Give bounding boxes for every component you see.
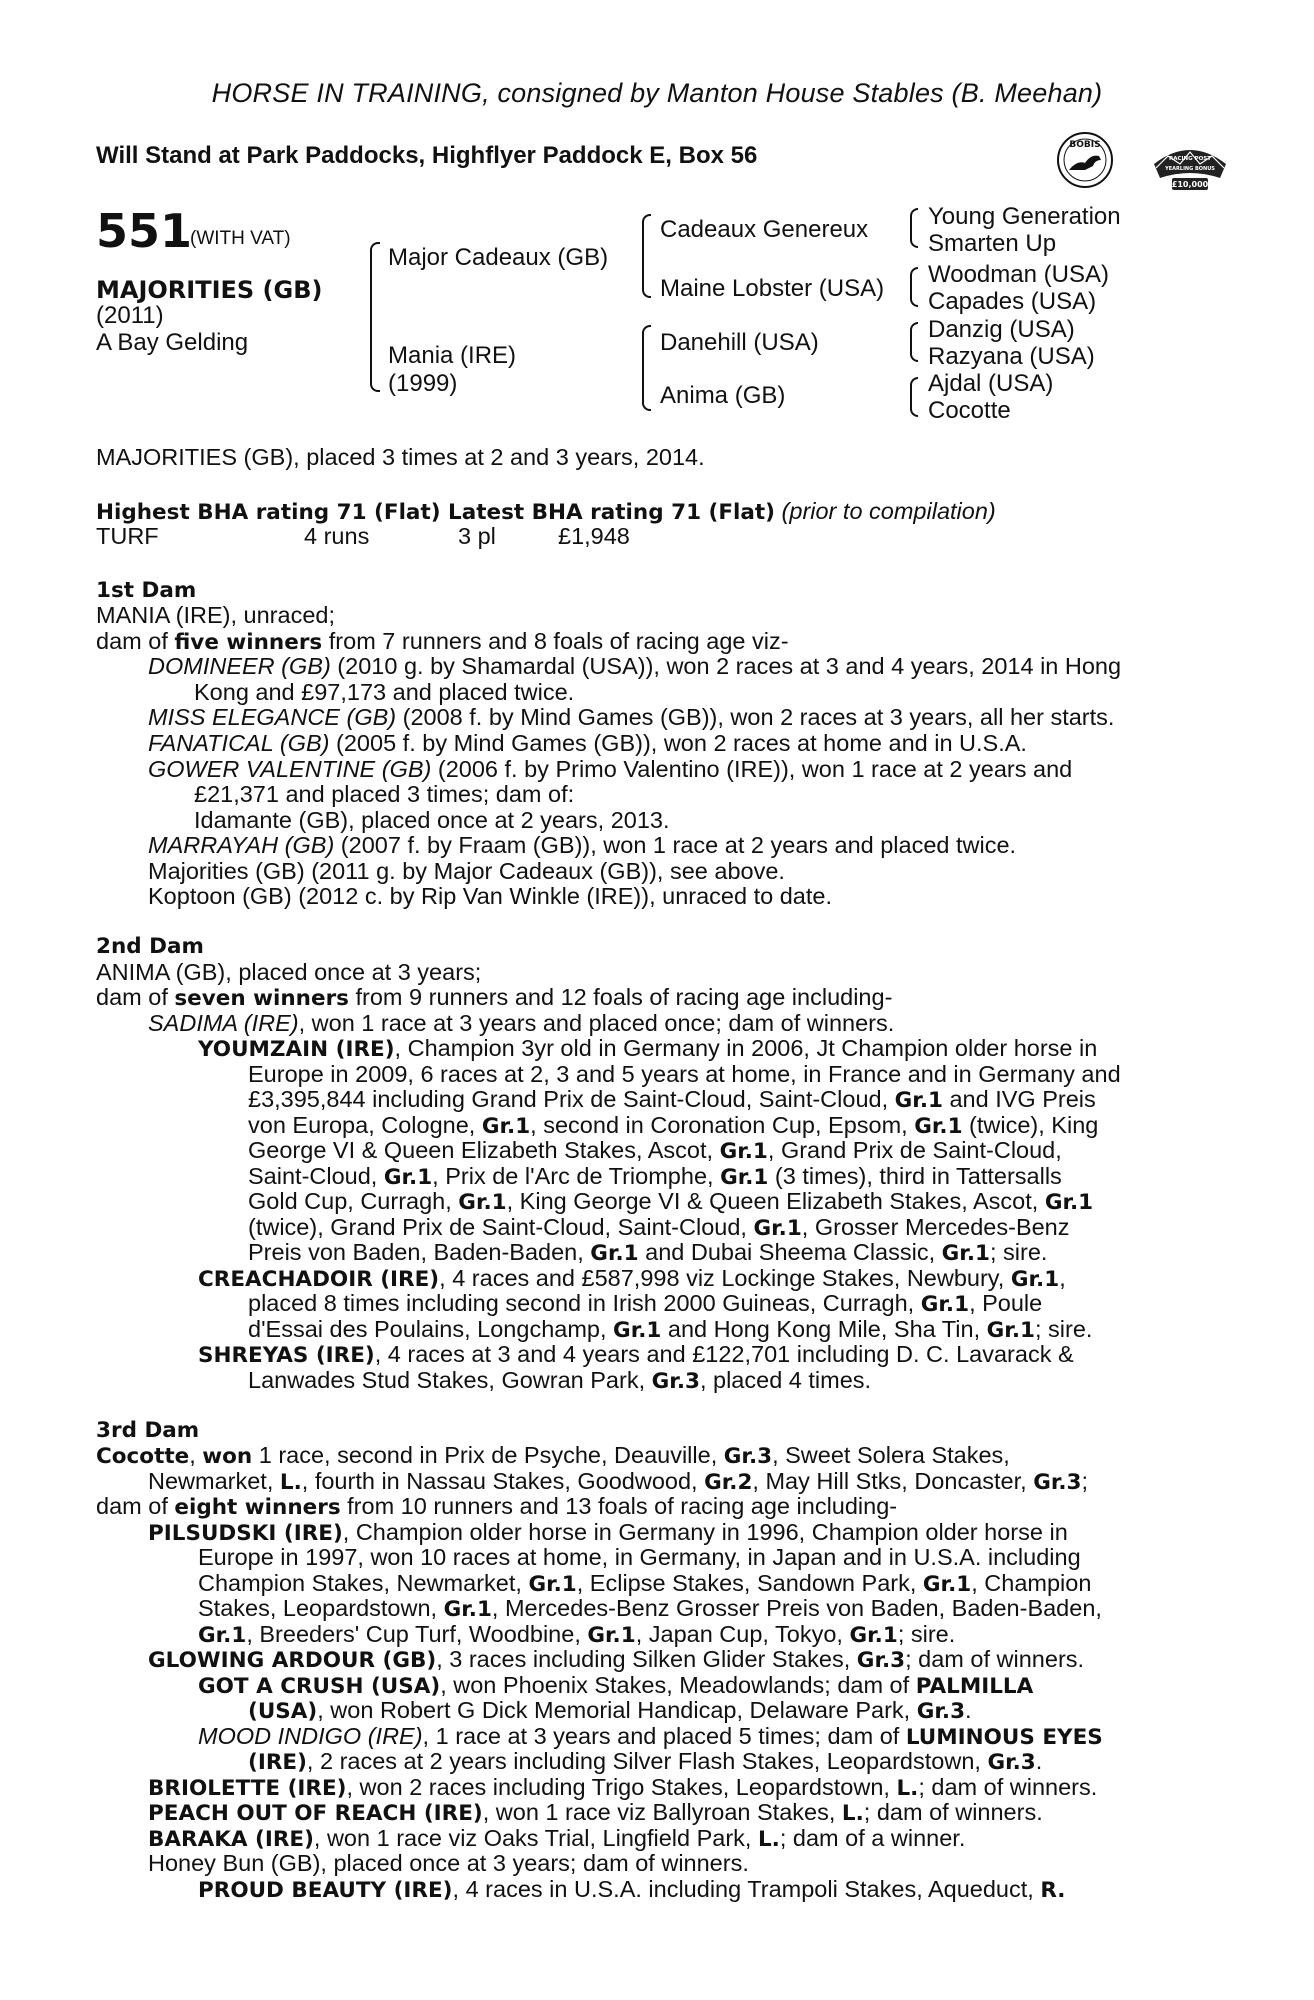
bobis-badge-label: BOBIS — [1069, 140, 1101, 150]
got-a-crush-line-2: (USA), won Robert G Dick Memorial Handicap, Delaware Park, Gr.3. — [248, 1697, 972, 1724]
pedigree-brace-dam — [642, 325, 651, 411]
badge-rp-mid: YEARLING BONUS — [1165, 166, 1215, 172]
progeny-sadima: SADIMA (IRE), won 1 race at 3 years and placed once; dam of winners. — [148, 1010, 895, 1036]
pedigree-sire: Major Cadeaux (GB) — [388, 244, 609, 271]
pedigree-dam-year: (1999) — [388, 370, 458, 397]
pilsudski-line-5: Gr.1, Breeders' Cup Turf, Woodbine, Gr.1, Japan Cup, Tokyo, Gr.1; sire. — [198, 1621, 956, 1648]
pilsudski-line-4: Stakes, Leopardstown, Gr.1, Mercedes-Benz Grosser Preis von Baden, Baden-Baden, — [198, 1595, 1102, 1622]
race-summary: MAJORITIES (GB), placed 3 times at 2 and 3 years, 2014. — [96, 444, 705, 470]
third-dam-name: Cocotte, won 1 race, second in Prix de Psyche, Deauville, Gr.3, Sweet Solera Stakes, — [96, 1442, 1010, 1469]
progeny-shreyas: SHREYAS (IRE), 4 races at 3 and 4 years and £122,701 including D. C. Lavarack & — [198, 1341, 1074, 1368]
third-dam-record: dam of eight winners from 10 runners and 13 foals of racing age including- — [96, 1493, 898, 1520]
progeny-domineer-cont: Kong and £97,173 and placed twice. — [194, 679, 575, 705]
progeny-gower-valentine: GOWER VALENTINE (GB) (2006 f. by Primo Valentino (IRE)), won 1 race at 2 years and — [148, 756, 1073, 782]
horse-description: A Bay Gelding — [96, 329, 249, 356]
youmzain-line-3: £3,395,844 including Grand Prix de Saint-Cloud, Saint-Cloud, Gr.1 and IVG Preis — [248, 1086, 1096, 1113]
pedigree-g7: Ajdal (USA) — [928, 370, 1054, 397]
pedigree-brace-g2 — [910, 267, 918, 307]
pilsudski-line-3: Champion Stakes, Newmarket, Gr.1, Eclipse Stakes, Sandown Park, Gr.1, Champion — [198, 1570, 1092, 1597]
second-dam-heading: 2nd Dam — [96, 934, 204, 959]
progeny-idamante: Idamante (GB), placed once at 2 years, 2013. — [194, 807, 670, 833]
shreyas-line-2: Lanwades Stud Stakes, Gowran Park, Gr.3, placed 4 times. — [248, 1367, 872, 1394]
youmzain-line-2: Europe in 2009, 6 races at 2, 3 and 5 years at home, in France and in Germany and — [248, 1061, 1121, 1087]
lot-number: 551 — [96, 204, 193, 258]
progeny-fanatical: FANATICAL (GB) (2005 f. by Mind Games (GB)), won 2 races at home and in U.S.A. — [148, 730, 1027, 756]
progeny-glowing-ardour: GLOWING ARDOUR (GB), 3 races including Silken Glider Stakes, Gr.3; dam of winners. — [148, 1646, 1085, 1673]
pedigree-g4: Capades (USA) — [928, 288, 1097, 315]
pedigree-dam-sire: Danehill (USA) — [660, 329, 819, 356]
turf-runs: 4 runs — [304, 523, 370, 549]
third-dam-line-2: Newmarket, L., fourth in Nassau Stakes, Goodwood, Gr.2, May Hill Stks, Doncaster, Gr.3; — [148, 1468, 1089, 1495]
second-dam-record: dam of seven winners from 9 runners and 12 foals of racing age including- — [96, 984, 893, 1011]
progeny-peach-out-of-reach: PEACH OUT OF REACH (IRE), won 1 race viz Ballyroan Stakes, L.; dam of winners. — [148, 1799, 1043, 1826]
pedigree-dam: Mania (IRE) — [388, 342, 517, 369]
horse-year: (2011) — [96, 302, 164, 329]
progeny-youmzain: YOUMZAIN (IRE), Champion 3yr old in Germany in 2006, Jt Champion older horse in — [198, 1035, 1098, 1062]
pedigree-brace-g3 — [910, 322, 918, 362]
badge-rp-amount: £10,000 — [1171, 180, 1209, 189]
pedigree-brace-g1 — [910, 208, 918, 248]
youmzain-line-6: Saint-Cloud, Gr.1, Prix de l'Arc de Triomphe, Gr.1 (3 times), third in Tattersalls — [248, 1163, 1062, 1190]
third-dam-heading: 3rd Dam — [96, 1418, 200, 1443]
second-dam-name: ANIMA (GB), placed once at 3 years; — [96, 959, 482, 985]
first-dam-name: MANIA (IRE), unraced; — [96, 602, 335, 628]
progeny-proud-beauty: PROUD BEAUTY (IRE), 4 races in U.S.A. including Trampoli Stakes, Aqueduct, R. — [198, 1876, 1066, 1903]
progeny-marrayah: MARRAYAH (GB) (2007 f. by Fraam (GB)), won 1 race at 2 years and placed twice. — [148, 832, 1017, 858]
progeny-gower-valentine-cont: £21,371 and placed 3 times; dam of: — [194, 781, 575, 807]
mood-indigo-line-2: (IRE), 2 races at 2 years including Silver Flash Stakes, Leopardstown, Gr.3. — [248, 1748, 1043, 1775]
youmzain-line-4: von Europa, Cologne, Gr.1, second in Coronation Cup, Epsom, Gr.1 (twice), King — [248, 1112, 1099, 1139]
progeny-honey-bun: Honey Bun (GB), placed once at 3 years; dam of winners. — [148, 1850, 749, 1876]
progeny-baraka: BARAKA (IRE), won 1 race viz Oaks Trial, Lingfield Park, L.; dam of a winner. — [148, 1825, 966, 1852]
progeny-pilsudski: PILSUDSKI (IRE), Champion older horse in Germany in 1996, Champion older horse in — [148, 1519, 1068, 1546]
racing-post-bonus-badge-icon — [1150, 138, 1230, 200]
pedigree-g2: Smarten Up — [928, 230, 1057, 257]
pedigree-dam-dam: Anima (GB) — [660, 382, 786, 409]
progeny-briolette: BRIOLETTE (IRE), won 2 races including Trigo Stakes, Leopardstown, L.; dam of winners. — [148, 1774, 1098, 1801]
youmzain-line-9: Preis von Baden, Baden-Baden, Gr.1 and Dubai Sheema Classic, Gr.1; sire. — [248, 1239, 1048, 1266]
progeny-got-a-crush: GOT A CRUSH (USA), won Phoenix Stakes, Meadowlands; dam of PALMILLA — [198, 1672, 1034, 1699]
pedigree-g6: Razyana (USA) — [928, 343, 1095, 370]
youmzain-line-8: (twice), Grand Prix de Saint-Cloud, Saint-Cloud, Gr.1, Grosser Mercedes-Benz — [248, 1214, 1070, 1241]
turf-placed: 3 pl — [458, 523, 496, 549]
progeny-creachadoir: CREACHADOIR (IRE), 4 races and £587,998 viz Lockinge Stakes, Newbury, Gr.1, — [198, 1265, 1066, 1292]
badge-rp-top: RACING POST — [1168, 156, 1212, 162]
stabling-location: Will Stand at Park Paddocks, Highflyer Paddock E, Box 56 — [96, 142, 758, 169]
progeny-koptoon: Koptoon (GB) (2012 c. by Rip Van Winkle (IRE)), unraced to date. — [148, 883, 832, 909]
rating-line: Highest BHA rating 71 (Flat) Latest BHA rating 71 (Flat) (prior to compilation) — [96, 498, 996, 525]
bobis-badge-icon — [1055, 130, 1115, 190]
youmzain-line-5: George VI & Queen Elizabeth Stakes, Ascot, Gr.1, Grand Prix de Saint-Cloud, — [248, 1137, 1062, 1164]
pedigree-brace-sire — [642, 214, 651, 298]
first-dam-record: dam of five winners from 7 runners and 8 foals of racing age viz- — [96, 628, 789, 655]
pedigree-g8: Cocotte — [928, 397, 1011, 424]
page-header: HORSE IN TRAINING, consigned by Manton House Stables (B. Meehan) — [211, 78, 1103, 108]
pedigree-g3: Woodman (USA) — [928, 261, 1109, 288]
pedigree-sire-dam: Maine Lobster (USA) — [660, 275, 885, 302]
pedigree-brace-main — [370, 242, 380, 392]
progeny-mood-indigo: MOOD INDIGO (IRE), 1 race at 3 years and placed 5 times; dam of LUMINOUS EYES — [198, 1723, 1103, 1750]
creachadoir-line-2: placed 8 times including second in Irish 2000 Guineas, Curragh, Gr.1, Poule — [248, 1290, 1043, 1317]
pedigree-sire-sire: Cadeaux Genereux — [660, 216, 869, 243]
pedigree-g1: Young Generation — [928, 203, 1121, 230]
turf-earnings: £1,948 — [558, 523, 630, 549]
progeny-majorities: Majorities (GB) (2011 g. by Major Cadeaux (GB)), see above. — [148, 858, 785, 884]
creachadoir-line-3: d'Essai des Poulains, Longchamp, Gr.1 and Hong Kong Mile, Sha Tin, Gr.1; sire. — [248, 1316, 1093, 1343]
youmzain-line-7: Gold Cup, Curragh, Gr.1, King George VI & Queen Elizabeth Stakes, Ascot, Gr.1 — [248, 1188, 1094, 1215]
pedigree-g5: Danzig (USA) — [928, 316, 1075, 343]
first-dam-heading: 1st Dam — [96, 578, 197, 603]
progeny-miss-elegance: MISS ELEGANCE (GB) (2008 f. by Mind Games (GB)), won 2 races at 3 years, all her starts. — [148, 704, 1115, 730]
pilsudski-line-2: Europe in 1997, won 10 races at home, in Germany, in Japan and in U.S.A. including — [198, 1544, 1081, 1570]
turf-surface: TURF — [96, 523, 159, 549]
pedigree-brace-g4 — [910, 377, 918, 417]
horse-name: MAJORITIES (GB) — [96, 276, 323, 304]
lot-vat-note: (WITH VAT) — [190, 228, 291, 249]
progeny-domineer: DOMINEER (GB) (2010 g. by Shamardal (USA)), won 2 races at 3 and 4 years, 2014 in Hong — [148, 653, 1122, 679]
